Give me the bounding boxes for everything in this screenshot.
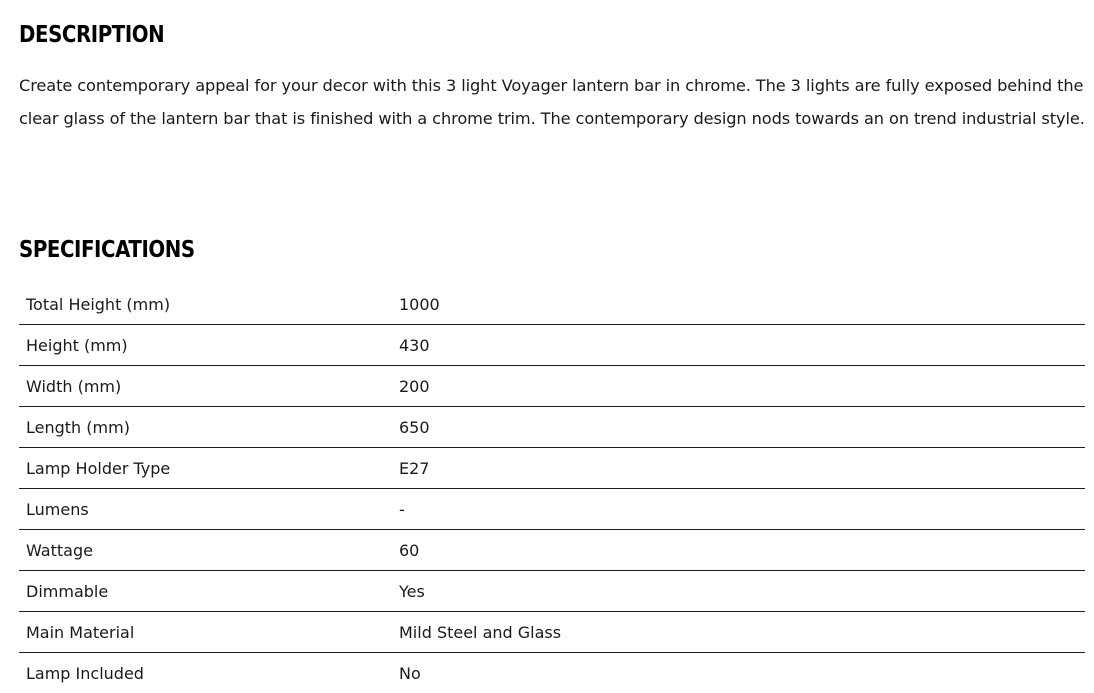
spec-row [19, 325, 1085, 366]
spec-value: 200 [392, 366, 1085, 407]
spec-label: Length (mm) [19, 407, 392, 448]
spec-label: Height (mm) [19, 325, 392, 366]
specifications-heading: SPECIFICATIONS [19, 235, 195, 265]
spec-label: Lamp Included [19, 653, 392, 693]
spec-value: 60 [392, 530, 1085, 571]
spec-value: Mild Steel and Glass [392, 612, 1085, 653]
spec-label: Lumens [19, 489, 392, 530]
specifications-table [19, 284, 1085, 693]
spec-value: - [392, 489, 1085, 530]
spec-row [19, 489, 1085, 530]
spec-row [19, 530, 1085, 571]
spec-value: No [392, 653, 1085, 693]
description-heading: DESCRIPTION [19, 20, 164, 50]
spec-row [19, 366, 1085, 407]
spec-value: 1000 [392, 284, 1085, 325]
spec-row [19, 284, 1085, 325]
spec-row [19, 571, 1085, 612]
spec-label: Total Height (mm) [19, 284, 392, 325]
description-text: Create contemporary appeal for your decor with this 3 light Voyager lantern bar in chrome. The 3 lights are fully exposed behind the clear glass of the lantern bar that is finished with a chrome trim. The contemporary design nods towards an on trend industrial style. [19, 70, 1085, 135]
spec-label: Dimmable [19, 571, 392, 612]
spec-row [19, 653, 1085, 693]
spec-label: Width (mm) [19, 366, 392, 407]
spec-value: 650 [392, 407, 1085, 448]
spec-label: Lamp Holder Type [19, 448, 392, 489]
spec-row [19, 448, 1085, 489]
spec-value: 430 [392, 325, 1085, 366]
spec-label: Main Material [19, 612, 392, 653]
spec-row [19, 407, 1085, 448]
spec-row [19, 612, 1085, 653]
spec-label: Wattage [19, 530, 392, 571]
spec-value: E27 [392, 448, 1085, 489]
spec-value: Yes [392, 571, 1085, 612]
